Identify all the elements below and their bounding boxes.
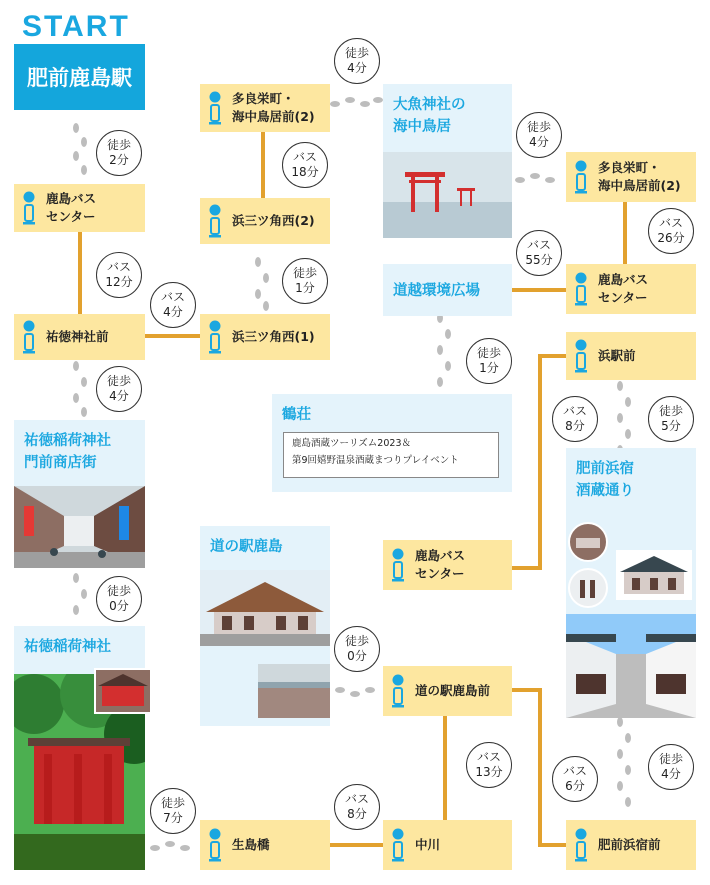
stop-hizen-hamashuku-mae[interactable] xyxy=(566,820,696,870)
walk-bubble: 徒歩 0分 xyxy=(96,576,142,622)
bus-stop-icon xyxy=(391,828,405,862)
bus-stop-icon xyxy=(22,191,36,225)
bus-stop-icon xyxy=(574,828,588,862)
stop-kashima-bus-center-3[interactable] xyxy=(383,540,512,590)
bus-bubble: バス 12分 xyxy=(96,252,142,298)
walk-path-8 xyxy=(437,313,451,387)
stop-label: 鹿島バス センター xyxy=(598,271,649,305)
stop-hama-mitsukado-2[interactable] xyxy=(200,198,330,244)
bus-stop-icon xyxy=(574,160,588,194)
walk-path-4 xyxy=(150,841,190,851)
spot-michinoeki[interactable] xyxy=(200,526,330,726)
bus-bubble: バス 8分 xyxy=(552,396,598,442)
bus-stop-icon xyxy=(574,339,588,373)
stop-hama-eki-mae[interactable] xyxy=(566,332,696,380)
walk-bubble: 徒歩 7分 xyxy=(150,788,196,834)
event-info-box xyxy=(283,432,499,478)
walk-path-9 xyxy=(335,687,375,697)
bus-stop-icon xyxy=(208,828,222,862)
spot-title: 肥前浜宿 酒蔵通り xyxy=(576,461,634,500)
walk-path-5 xyxy=(255,257,269,311)
michinoeki-building-photo xyxy=(200,570,330,646)
walk-path-6 xyxy=(330,97,383,107)
spot-monzen-shotengai[interactable] xyxy=(14,420,145,568)
walk-path-2 xyxy=(73,361,87,417)
start-label: START xyxy=(22,10,130,43)
walk-path-11 xyxy=(617,717,631,807)
stop-label: 多良栄町・ 海中鳥居前(2) xyxy=(232,90,315,124)
stop-label: 道の駅鹿島前 xyxy=(415,682,491,698)
bus-stop-icon xyxy=(574,272,588,306)
bus-stop-icon xyxy=(208,91,222,125)
bus-stop-icon xyxy=(391,674,405,708)
stop-kashima-bus-center-2[interactable] xyxy=(566,264,696,314)
stop-hama-mitsukado-1[interactable] xyxy=(200,314,330,360)
spot-title: 大魚神社の 海中鳥居 xyxy=(393,97,466,136)
spot-yutoku-inari[interactable] xyxy=(14,626,145,870)
bus-bubble: バス 6分 xyxy=(552,756,598,802)
walk-bubble: 徒歩 0分 xyxy=(334,626,380,672)
spot-michigoe[interactable] xyxy=(383,264,512,316)
bus-bubble: バス 26分 xyxy=(648,208,694,254)
event-line-1: 鹿島酒蔵ツーリズム2023＆ xyxy=(292,438,411,449)
bus-bubble: バス 55分 xyxy=(516,230,562,276)
stop-tara-sakae-2[interactable] xyxy=(566,152,696,202)
bus-bubble: バス 18分 xyxy=(282,142,328,188)
stop-kashima-bus-center-1[interactable] xyxy=(14,184,145,232)
walk-path-3 xyxy=(73,573,87,615)
stop-label: 鹿島バス センター xyxy=(415,547,466,581)
walk-path-10 xyxy=(617,381,631,455)
walk-bubble: 徒歩 4分 xyxy=(516,112,562,158)
stop-label: 浜三ツ角西(1) xyxy=(232,328,315,344)
event-line-2: 第9回嬉野温泉酒蔵まつりプレイベント xyxy=(292,454,459,466)
spot-title: 祐徳稲荷神社 xyxy=(24,639,111,655)
monzen-street-photo xyxy=(14,486,145,568)
station-building-photo xyxy=(616,550,692,600)
bus-stop-icon xyxy=(391,548,405,582)
bus-stop-icon xyxy=(208,320,222,354)
bus-bubble: バス 13分 xyxy=(466,742,512,788)
stop-tara-sakae-1[interactable] xyxy=(200,84,330,132)
bus-bubble: バス 8分 xyxy=(334,784,380,830)
stop-nakagawa[interactable] xyxy=(383,820,512,870)
stop-label: 肥前浜宿前 xyxy=(598,836,661,852)
walk-path-1 xyxy=(73,123,87,175)
stop-label: 生島橋 xyxy=(232,836,270,852)
stop-label: 祐徳神社前 xyxy=(46,328,109,344)
spot-title: 道越環境広場 xyxy=(393,283,480,299)
sakagura-street-photo xyxy=(566,614,696,718)
walk-bubble: 徒歩 1分 xyxy=(466,338,512,384)
spot-title: 祐徳稲荷神社 門前商店街 xyxy=(24,433,111,472)
bus-bubble: バス 4分 xyxy=(150,282,196,328)
spot-title: 鶴荘 xyxy=(282,407,311,423)
stop-label: 中川 xyxy=(415,836,441,852)
stop-ikishima-bashi[interactable] xyxy=(200,820,330,870)
walk-bubble: 徒歩 2分 xyxy=(96,130,142,176)
sake-brewery-interior-photo xyxy=(568,522,608,562)
bus-stop-icon xyxy=(208,204,222,238)
stop-label: 鹿島バス センター xyxy=(46,190,97,224)
bus-line-center3-hamaeki xyxy=(512,356,566,568)
bus-stop-icon xyxy=(22,320,36,354)
stop-label: 浜三ツ角西(2) xyxy=(232,212,315,228)
stop-label: 多良栄町・ 海中鳥居前(2) xyxy=(598,159,681,193)
spot-title: 道の駅鹿島 xyxy=(210,539,283,555)
walk-path-7 xyxy=(515,173,555,183)
walk-bubble: 徒歩 4分 xyxy=(96,366,142,412)
stop-label: 浜駅前 xyxy=(598,347,636,363)
sake-bottles-photo xyxy=(568,568,608,608)
walk-bubble: 徒歩 1分 xyxy=(282,258,328,304)
spot-oouo-torii[interactable] xyxy=(383,84,512,238)
yutoku-shrine-inset-photo xyxy=(94,668,152,714)
stop-michinoeki-mae[interactable] xyxy=(383,666,512,716)
walk-bubble: 徒歩 4分 xyxy=(648,744,694,790)
sea-torii-photo xyxy=(383,152,512,238)
stop-yutoku-jinja-mae[interactable] xyxy=(14,314,145,360)
start-station[interactable]: 肥前鹿島駅 xyxy=(14,44,145,110)
walk-bubble: 徒歩 4分 xyxy=(334,38,380,84)
mudflat-photo xyxy=(258,664,330,718)
spot-hamashuku[interactable] xyxy=(566,448,696,718)
walk-bubble: 徒歩 5分 xyxy=(648,396,694,442)
